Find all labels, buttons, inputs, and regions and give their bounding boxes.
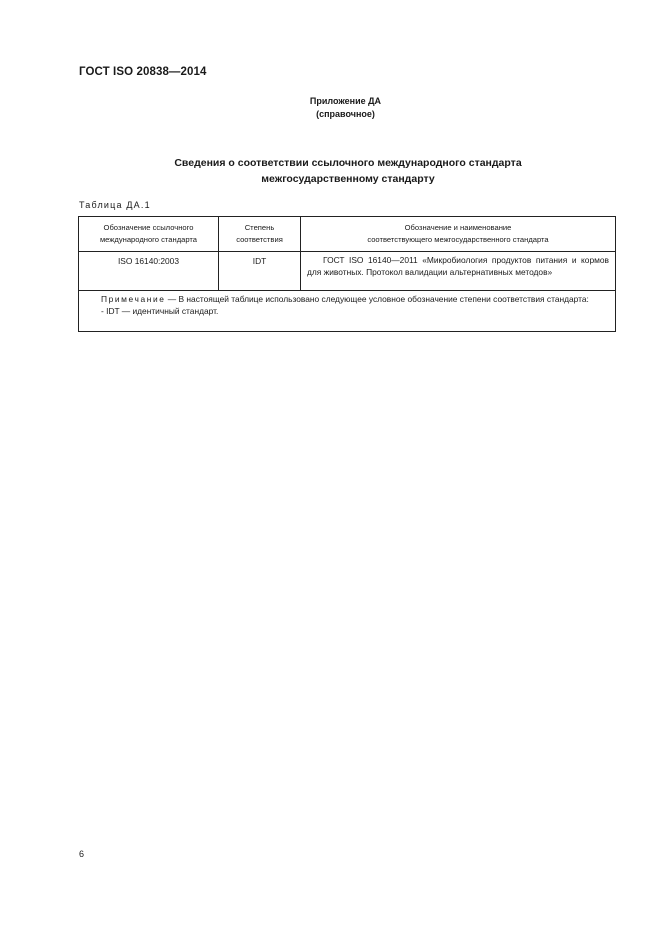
note-item: - IDT — идентичный стандарт.	[101, 305, 219, 316]
correspondence-table	[78, 216, 616, 332]
header-col3-line2: соответствующего межгосударственного стандарта	[367, 235, 549, 244]
header-col1-line2: международного стандарта	[99, 235, 198, 244]
note-text	[85, 294, 609, 306]
section-title-line2: межгосударственному стандарту	[261, 173, 435, 185]
note-label: Примечание	[101, 294, 166, 304]
cell-reference: ISO 16140:2003	[79, 252, 219, 291]
header-reference-standard	[79, 217, 219, 252]
description-text: ГОСТ ISO 16140—2011 «Микробиология продуктов питания и кормов для животных. Протокол валидации альтернативных методов»	[307, 255, 609, 277]
header-degree	[219, 217, 301, 252]
header-col2-line1: Степень	[244, 223, 275, 232]
cell-degree: IDT	[219, 252, 301, 291]
header-interstate-standard	[301, 217, 616, 252]
appendix-title: Приложение ДА	[309, 96, 382, 106]
table-header-row	[79, 217, 616, 252]
cell-description	[301, 252, 616, 291]
appendix-kind: (справочное)	[316, 109, 375, 119]
table-note	[79, 291, 616, 332]
section-title-line1: Сведения о соответствии ссылочного международного стандарта	[174, 157, 522, 169]
header-col2-line2: соответствия	[236, 235, 283, 244]
document-code: ГОСТ ISO 20838—2014	[79, 66, 207, 78]
table-caption: Таблица ДА.1	[79, 200, 151, 210]
header-col1-line1: Обозначение ссылочного	[103, 223, 194, 232]
note-body: — В настоящей таблице использовано следующее условное обозначение степени соответствия стандарта:	[165, 294, 589, 304]
table-row	[79, 252, 616, 291]
table-note-row	[79, 291, 616, 332]
page-number: 6	[79, 849, 85, 859]
header-col3-line1: Обозначение и наименование	[404, 223, 512, 232]
